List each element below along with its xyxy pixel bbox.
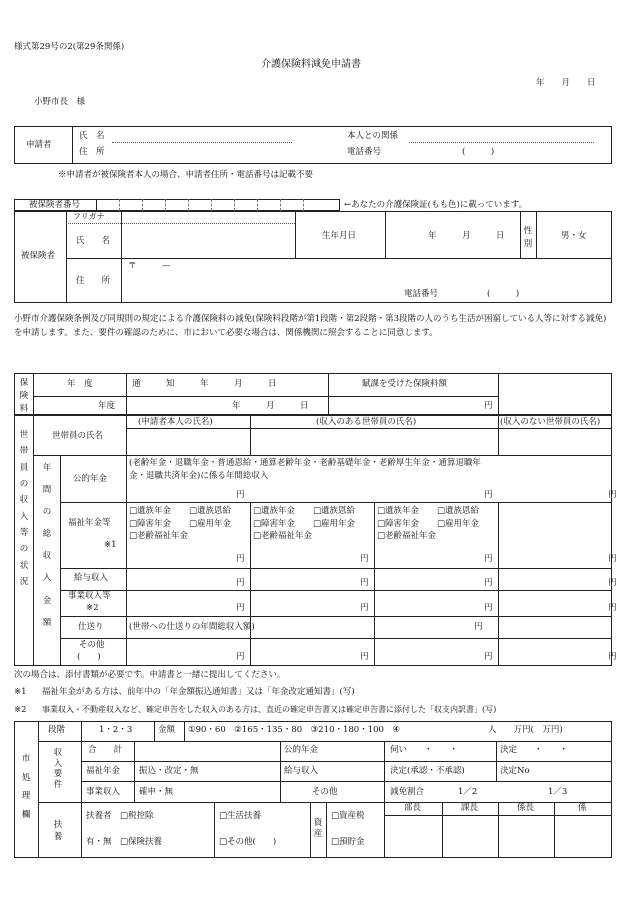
- welfare-yen-4[interactable]: 円: [608, 554, 617, 564]
- public-pension-desc: (老齢年金・退職年金・普通恩給・通算老齢年金・老齢基礎年金・老齢厚生年金・通算退職年金・退職共済年金)に係る年間総収入: [129, 458, 481, 482]
- premium-notice-date-header: 通 知 年 月 日: [132, 379, 277, 389]
- w1-opt-3[interactable]: □雇用年金: [189, 519, 232, 529]
- business-yen-3[interactable]: 円: [484, 603, 493, 613]
- reduction-half[interactable]: 1／2: [458, 787, 478, 797]
- sex-label: 性別: [523, 226, 533, 250]
- furigana-label: フリガナ: [73, 212, 105, 221]
- assets-label: 資産: [313, 818, 323, 840]
- premium-amount-yen[interactable]: 円: [484, 401, 493, 411]
- stamp-staff: 係: [578, 803, 587, 813]
- insured-phone-parens[interactable]: ( ): [487, 289, 520, 299]
- w2-opt-3[interactable]: □雇用年金: [313, 519, 356, 529]
- other-yen-3[interactable]: 円: [484, 652, 493, 662]
- applicant-section-label: 申請者: [26, 140, 52, 150]
- salary-yen-1[interactable]: 円: [236, 578, 245, 588]
- premium-year-value[interactable]: 年度: [98, 401, 116, 411]
- insured-number-note: ←あなたの介護保険証(もも色)に載っています。: [344, 200, 528, 210]
- applicant-phone-label: 電話番号: [347, 147, 382, 157]
- sex-value[interactable]: 男・女: [561, 231, 587, 241]
- w3-opt-3[interactable]: □雇用年金: [437, 519, 480, 529]
- applicant-note: ※申請者が被保険者本人の場合、申請者住所・電話番号は記載不要: [58, 170, 314, 180]
- premium-side-label: 保険料: [19, 378, 29, 415]
- addressee: 小野市長 様: [34, 97, 86, 107]
- attachment-note: 次の場合は、添付書類が必要です。申請書と一緒に提出してください。: [14, 670, 286, 680]
- footnote-1: 福祉年金がある方は、前年中の「年金額振込通知書」又は「年金改定通知書」(写): [42, 687, 355, 697]
- office-side-label: 市処理欄: [21, 754, 31, 821]
- applicant-name-label: 氏 名: [79, 131, 105, 141]
- w3-opt-0[interactable]: □遺族年金: [377, 506, 420, 516]
- office-welfare-value[interactable]: 振込・改定・無: [139, 766, 199, 776]
- w2-opt-4[interactable]: □老齢福祉年金: [253, 531, 313, 541]
- total-label: 合 計: [88, 745, 123, 755]
- income-side-label: 世帯員の収入等の状況: [19, 430, 29, 587]
- stamp-subsection-chief: 係長: [517, 803, 535, 813]
- amount-value[interactable]: ①90・60 ②165・135・80 ③210・180・100 ④: [188, 725, 401, 735]
- stage-label: 段階: [48, 725, 66, 735]
- asset-savings[interactable]: □預貯金: [331, 837, 365, 847]
- form-id: 様式第29号の2(第29条関係): [14, 42, 125, 52]
- livelihood-support[interactable]: □生活扶養: [219, 811, 262, 821]
- welfare-pension-note: ※1: [104, 540, 117, 550]
- asset-tax[interactable]: □資産税: [331, 811, 365, 821]
- postal-code[interactable]: 〒 —: [128, 261, 171, 271]
- col-self: (申請者本人の氏名): [138, 417, 213, 427]
- welfare-yen-2[interactable]: 円: [360, 554, 369, 564]
- annual-income-label: 年間の総収入金額: [42, 463, 52, 628]
- stamp-director: 部長: [404, 803, 422, 813]
- dependent-insurance[interactable]: 有・無 □保険扶養: [86, 837, 163, 847]
- dependent-person[interactable]: 扶養者 □税控除: [86, 811, 154, 821]
- other-yen-1[interactable]: 円: [236, 652, 245, 662]
- income-req-label: 収入要件: [53, 748, 63, 790]
- applicant-phone-parens[interactable]: ( ): [462, 147, 495, 157]
- decision-date[interactable]: 決定 ・ ・: [500, 745, 569, 755]
- stage-value[interactable]: 1・2・3: [99, 725, 133, 735]
- insured-address-label: 住 所: [76, 276, 111, 286]
- applicant-address-label: 住 所: [79, 147, 105, 157]
- other-yen-2[interactable]: 円: [360, 652, 369, 662]
- inquiry-date[interactable]: 伺い ・ ・: [390, 745, 459, 755]
- w3-opt-2[interactable]: □障害年金: [377, 519, 420, 529]
- birth-value[interactable]: 年 月 日: [428, 231, 505, 241]
- col-income-members: (収入のある世帯員の氏名): [316, 417, 417, 427]
- reduction-label: 減免割合: [390, 787, 425, 797]
- decision-number[interactable]: 決定No: [500, 766, 530, 776]
- office-welfare-label: 福祉年金: [86, 766, 121, 776]
- w1-opt-2[interactable]: □障害年金: [129, 519, 172, 529]
- footnote-2: 事業収入・不動産収入など、確定申告をした収入のある方は、直近の確定申告書又は確定申告書に添付した「収支内訳書」(写): [42, 705, 497, 714]
- salary-yen-3[interactable]: 円: [484, 578, 493, 588]
- welfare-pension-label: 福祉年金等: [68, 518, 111, 528]
- office-business-value[interactable]: 確申・無: [139, 787, 174, 797]
- w2-opt-1[interactable]: □遺族恩給: [313, 506, 356, 516]
- amount-label: 金額: [158, 725, 176, 735]
- applicant-relation-field[interactable]: [409, 142, 594, 143]
- other-parens[interactable]: ( ): [77, 652, 101, 662]
- dependents-label: 扶養: [53, 820, 63, 842]
- col-no-income-members: (収入のない世帯員の氏名): [500, 417, 601, 427]
- premium-year-header: 年 度: [67, 379, 93, 389]
- premium-assessed-header: 賦課を受けた保険料額: [362, 379, 448, 389]
- insured-section-label: 被保険者: [21, 251, 56, 261]
- office-public-pension: 公的年金: [284, 745, 319, 755]
- footnote-1-mark: ※1: [14, 687, 27, 697]
- footnote-2-mark: ※2: [14, 705, 27, 715]
- application-statement: 小野市介護保険条例及び同規則の規定による介護保険料の減免(保険料段階が第1段階・第2段階・第3段階の人のうち生活が困窮している人等に対する減免)を申請します。また、要件の確認のために、市において必要な場合は、関係機関に照会することに同意します。: [14, 314, 607, 339]
- applicant-name-field[interactable]: [112, 142, 292, 143]
- w3-opt-1[interactable]: □遺族恩給: [437, 506, 480, 516]
- business-yen-1[interactable]: 円: [236, 603, 245, 613]
- persons-amount[interactable]: 人 万円( 万円): [488, 725, 563, 735]
- w2-opt-0[interactable]: □遺族年金: [253, 506, 296, 516]
- reduction-third[interactable]: 1／3: [548, 787, 568, 797]
- welfare-yen-1[interactable]: 円: [236, 554, 245, 564]
- member-name-label: 世帯員の氏名: [52, 431, 104, 441]
- public-pension-yen-1[interactable]: 円: [236, 490, 245, 500]
- salary-label: 給与収入: [74, 573, 109, 583]
- other-yen-4[interactable]: 円: [608, 652, 617, 662]
- office-business-label: 事業収入: [86, 787, 121, 797]
- salary-yen-2[interactable]: 円: [360, 578, 369, 588]
- public-pension-yen-3[interactable]: 円: [608, 490, 617, 500]
- other-dependent[interactable]: □その他( ): [219, 837, 277, 847]
- insured-phone-label: 電話番号: [404, 289, 439, 299]
- public-pension-label: 公的年金: [73, 474, 108, 484]
- business-note: ※2: [86, 603, 99, 613]
- w1-opt-4[interactable]: □老齢福祉年金: [129, 531, 189, 541]
- applicant-relation-label: 本人との関係: [347, 131, 399, 141]
- salary-yen-4[interactable]: 円: [608, 578, 617, 588]
- remittance-yen[interactable]: 円: [474, 622, 483, 632]
- office-other-label: その他: [312, 787, 338, 797]
- remittance-label: 仕送り: [78, 622, 104, 632]
- office-salary-label: 給与収入: [284, 766, 319, 776]
- decision-status[interactable]: 決定(承認・不承認): [390, 766, 465, 776]
- insured-name-label: 氏 名: [76, 236, 111, 246]
- stamp-section-chief: 課長: [461, 803, 479, 813]
- birth-label: 生年月日: [322, 231, 357, 241]
- premium-notice-date-value[interactable]: 年 月 日: [232, 401, 309, 411]
- public-pension-yen-2[interactable]: 円: [484, 490, 493, 500]
- form-title: 介護保険料減免申請書: [261, 59, 361, 70]
- remittance-desc: (世帯への仕送りの年間総収入額): [129, 622, 255, 632]
- welfare-yen-3[interactable]: 円: [484, 554, 493, 564]
- w1-opt-1[interactable]: □遺族恩給: [189, 506, 232, 516]
- other-label: その他: [79, 640, 105, 650]
- w1-opt-0[interactable]: □遺族年金: [129, 506, 172, 516]
- insured-number-label: 被保険者番号: [29, 200, 81, 210]
- w2-opt-2[interactable]: □障害年金: [253, 519, 296, 529]
- business-yen-4[interactable]: 円: [608, 603, 617, 613]
- w3-opt-4[interactable]: □老齢福祉年金: [377, 531, 437, 541]
- business-yen-2[interactable]: 円: [360, 603, 369, 613]
- date-line[interactable]: 年 月 日: [536, 78, 596, 88]
- business-label: 事業収入等: [68, 591, 111, 601]
